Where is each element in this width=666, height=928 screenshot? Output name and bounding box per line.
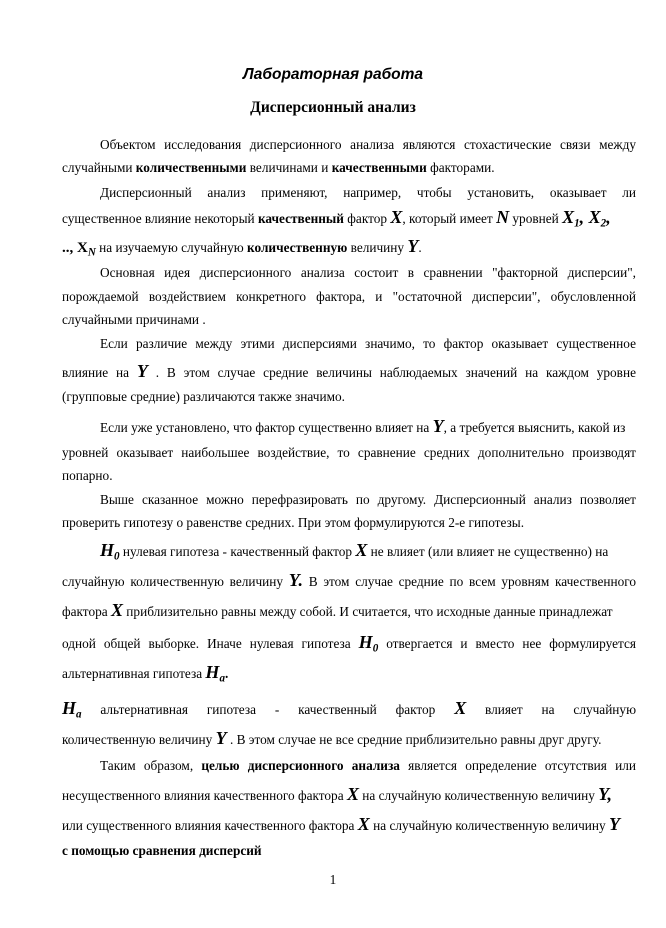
paragraph-2-line-1: Дисперсионный анализ применяют, например, чтобы установить, оказывает ли (100, 185, 636, 200)
paragraph-3-line-1: Основная идея дисперсионного анализа состоит в сравнении "факторной дисперсии", (100, 265, 636, 280)
paragraph-7-line-4: одной общей выборке. Иначе нулевая гипотеза $H_0$ отвергается и вместо нее формулируется (62, 632, 637, 655)
paragraph-8-line-1: $H_a$ альтернативная гипотеза - качественный фактор X влияет на случайную (62, 698, 637, 721)
paragraph-6-line-1: Выше сказанное можно перефразировать по другому. Дисперсионный анализ позволяет (100, 492, 636, 507)
paragraph-4-line-1: Если различие между этими дисперсиями значимо, то фактор оказывает существенное (100, 336, 636, 351)
paragraph-7-line-3: фактора X приблизительно равны между собой. И считается, что исходные данные принадлежат (62, 600, 613, 620)
paragraph-4-line-2: влияние на Y . В этом случае средние величины наблюдаемых значений на каждом уровне (62, 361, 636, 381)
paragraph-2-line-2: существенное влияние некоторый качественный фактор X, который имеет N уровней $X_1$, $X_2$, (62, 207, 611, 230)
paragraph-9-line-4: с помощью сравнения дисперсий (62, 843, 262, 858)
paragraph-5-line-2: уровней оказывает наибольшее воздействие, то сравнение средних дополнительно производят (62, 445, 636, 460)
paragraph-3-line-2: порождаемой воздействием конкретного фактора, и "остаточной дисперсии", обусловленной (62, 289, 636, 304)
paragraph-5-line-3: попарно. (62, 468, 113, 483)
document-title: Лабораторная работа (242, 66, 424, 83)
paragraph-1-line-1: Объектом исследования дисперсионного анализа являются стохастические связи между (100, 137, 636, 152)
paragraph-3-line-3: случайными причинами . (62, 312, 206, 327)
paragraph-7-line-2: случайную количественную величину Y. В этом случае средние по всем уровням качественного (62, 570, 636, 590)
paragraph-2-line-3: .., $X_N$ на изучаемую случайную количественную величину Y. (62, 236, 422, 259)
paragraph-5-line-1: Если уже установлено, что фактор существенно влияет на Y, а требуется выяснить, какой из (100, 416, 626, 436)
page-number: 1 (329, 872, 337, 887)
paragraph-4-line-3: (групповые средние) различаются также значимо. (62, 389, 345, 404)
paragraph-7-line-5: альтернативная гипотеза $H_a$. (62, 662, 229, 685)
paragraph-6-line-2: проверить гипотезу о равенстве средних. При этом формулируются 2-е гипотезы. (62, 515, 525, 530)
paragraph-1-line-2: случайными количественными величинами и качественными факторами. (62, 160, 495, 175)
paragraph-9-line-2: несущественного влияния качественного фактора X на случайную количественную величину Y, (62, 784, 613, 804)
paragraph-8-line-2: количественную величину Y . В этом случае не все средние приблизительно равны друг другу. (62, 728, 602, 748)
paragraph-7-line-1: $H_0$ нулевая гипотеза - качественный фактор X не влияет (или влияет не существенно) на (100, 540, 609, 563)
document-subtitle: Дисперсионный анализ (250, 99, 416, 116)
paragraph-9-line-3: или существенного влияния качественного фактора X на случайную количественную величину Y (62, 814, 621, 834)
paragraph-9-line-1: Таким образом, целью дисперсионного анализа является определение отсутствия или (100, 758, 636, 773)
